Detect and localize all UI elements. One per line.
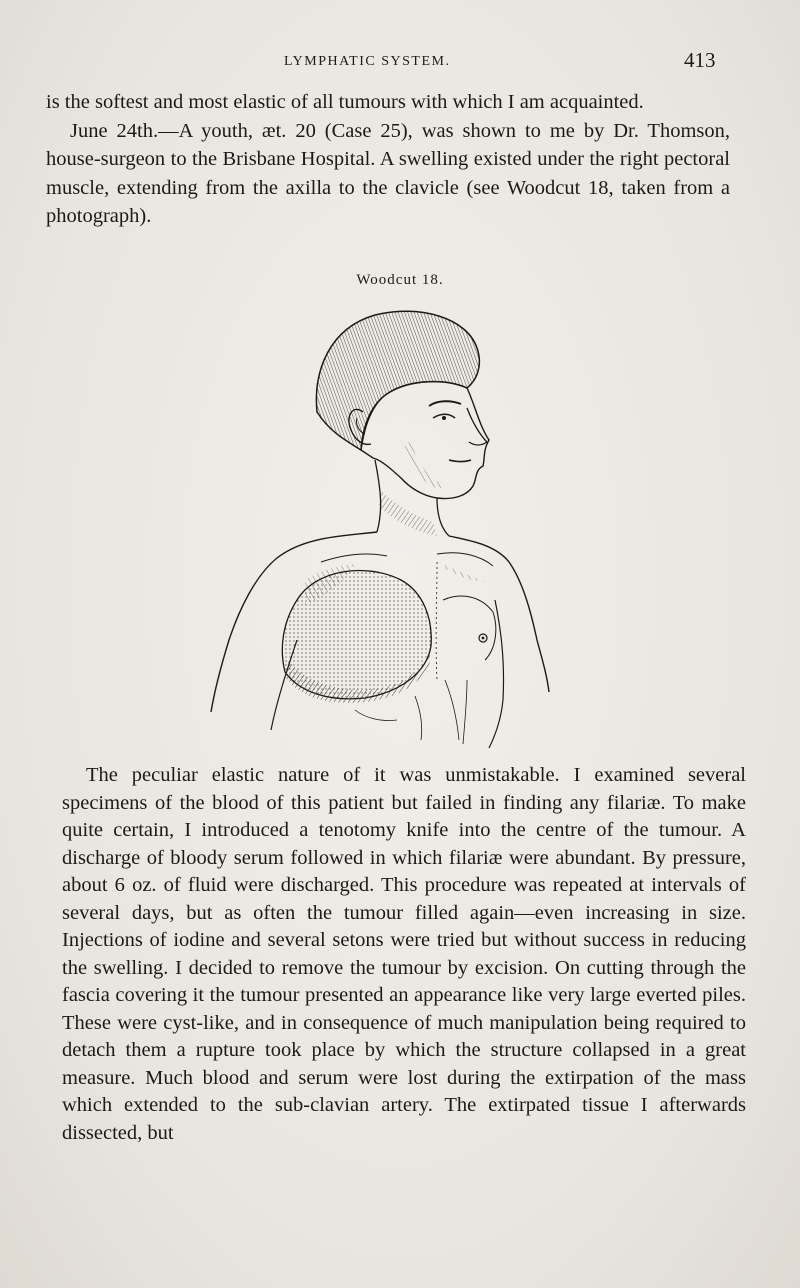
- hair: [316, 311, 479, 450]
- paragraph-case-25: June 24th.—A youth, æt. 20 (Case 25), was shown to me by Dr. Thomson, house-surgeon to the Brisbane Hospital. A swelling existed under the right pectoral muscle, extending from the axilla to the clavicle (see Woodcut 18, taken from a photograph).: [46, 119, 730, 227]
- woodcut-caption: Woodcut 18.: [356, 272, 444, 288]
- paragraph-examination: The peculiar elastic nature of it was unmistakable. I examined several specimens of the blood of this patient but failed in finding any filariæ. To make quite certain, I introduced a tenotomy knife into the centre of the tumour. A discharge of bloody serum followed in which filariæ were abundant. By pressure, about 6 oz. of fluid were discharged. This procedure was repeated at intervals of several days, but as often the tumour filled again—even increasing in size. Injections of iodine and several setons were tried but without success in reducing the swelling. I decided to remove the tumour by excision. On cutting through the fascia covering it the tumour presented an appearance like very large everted piles. These were cyst-like, and in consequence of much manipulation being required to detach them a rupture took place by which the structure collapsed in a great measure. Much blood and serum were lost during the extirpation of the mass which extended to the sub-clavian artery. The extirpated tissue I afterwards dissected, but: [62, 764, 746, 1144]
- right-shoulder-arm: [449, 536, 549, 692]
- running-head: [0, 48, 800, 88]
- paragraph-continuation: is the softest and most elastic of all tumours with which I am acquainted.: [46, 91, 644, 113]
- page-number: 413: [684, 48, 716, 72]
- woodcut-drawing: [205, 300, 555, 750]
- woodcut-illustration: [205, 300, 555, 750]
- bottom-text-block: [62, 762, 746, 1147]
- running-title: LYMPHATIC SYSTEM.: [284, 54, 451, 69]
- top-text-block: [46, 88, 730, 231]
